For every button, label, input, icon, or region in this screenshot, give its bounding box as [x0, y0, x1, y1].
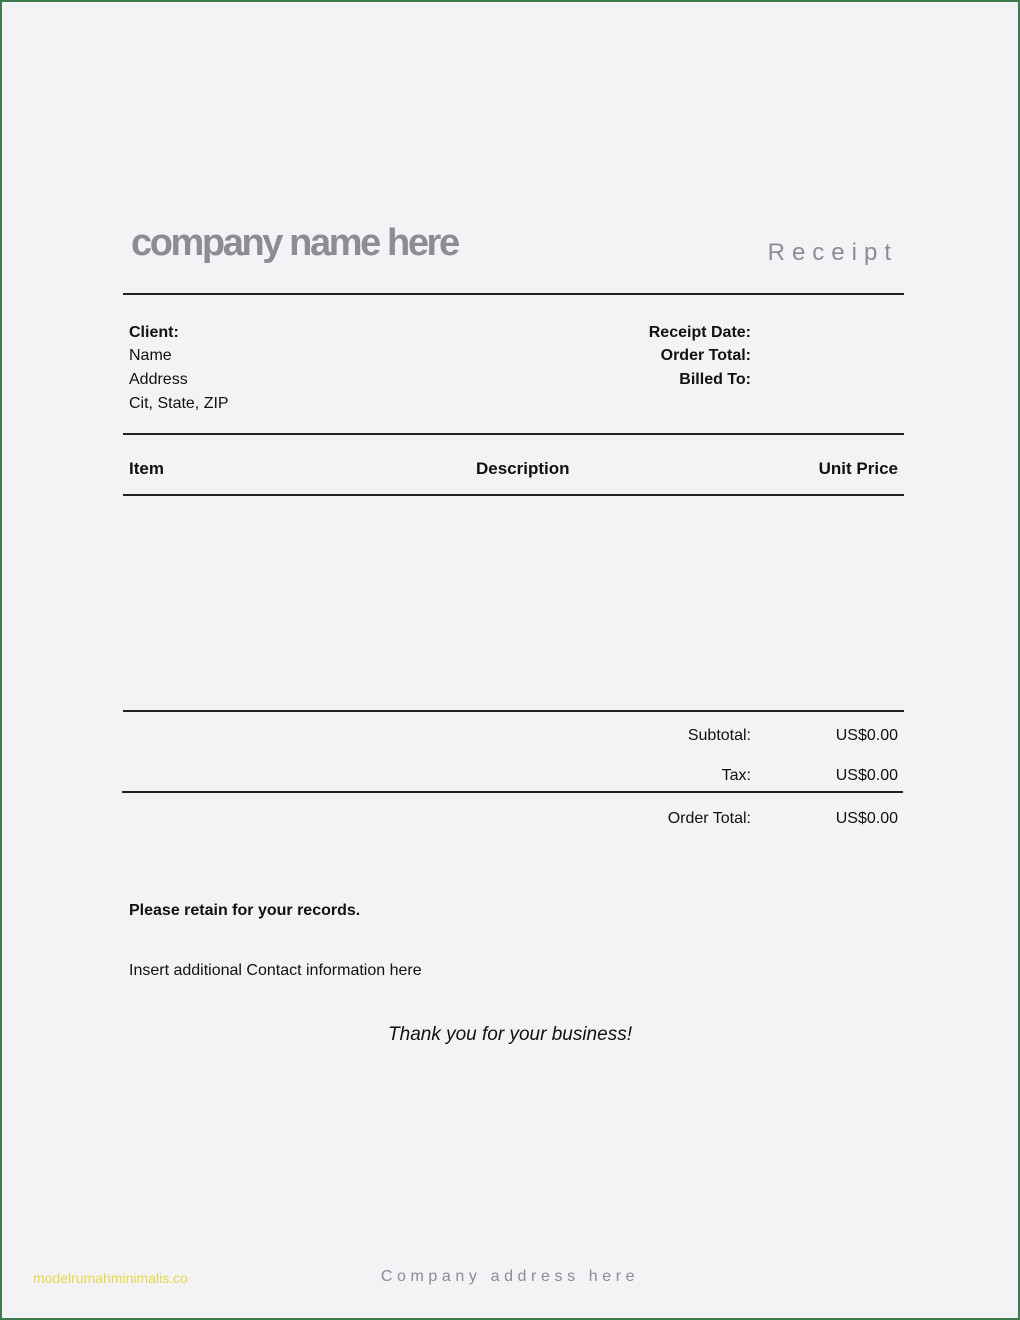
retain-note: Please retain for your records. — [129, 902, 361, 919]
line-items-area — [123, 497, 904, 709]
info-divider — [123, 433, 904, 435]
company-name: company name here — [131, 222, 458, 264]
watermark: modelrumahminimalis.co — [33, 1270, 188, 1286]
company-address: Company address here — [380, 1268, 640, 1285]
client-label: Client: — [129, 324, 179, 341]
client-address: Address — [129, 371, 188, 388]
billed-to-label: Billed To: — [679, 371, 751, 388]
thank-you-message: Thank you for your business! — [388, 1024, 632, 1045]
column-header-item: Item — [129, 459, 164, 478]
table-header-divider — [123, 494, 904, 496]
contact-info: Insert additional Contact information here — [129, 962, 422, 979]
subtotal-value: US$0.00 — [835, 727, 898, 744]
tax-value: US$0.00 — [835, 767, 898, 784]
document-title: Receipt — [767, 239, 898, 266]
receipt-date-label: Receipt Date: — [648, 324, 751, 341]
totals-divider — [122, 791, 903, 793]
column-header-unit-price: Unit Price — [818, 459, 898, 478]
tax-label: Tax: — [721, 767, 751, 784]
order-total-info-label: Order Total: — [660, 347, 751, 364]
order-total-label: Order Total: — [667, 810, 751, 827]
order-total-value: US$0.00 — [835, 810, 898, 827]
header-divider — [123, 293, 904, 295]
subtotal-label: Subtotal: — [687, 727, 751, 744]
client-name: Name — [129, 347, 172, 364]
table-bottom-divider — [123, 710, 904, 712]
client-city-state-zip: Cit, State, ZIP — [129, 395, 229, 412]
column-header-description: Description — [476, 459, 570, 478]
